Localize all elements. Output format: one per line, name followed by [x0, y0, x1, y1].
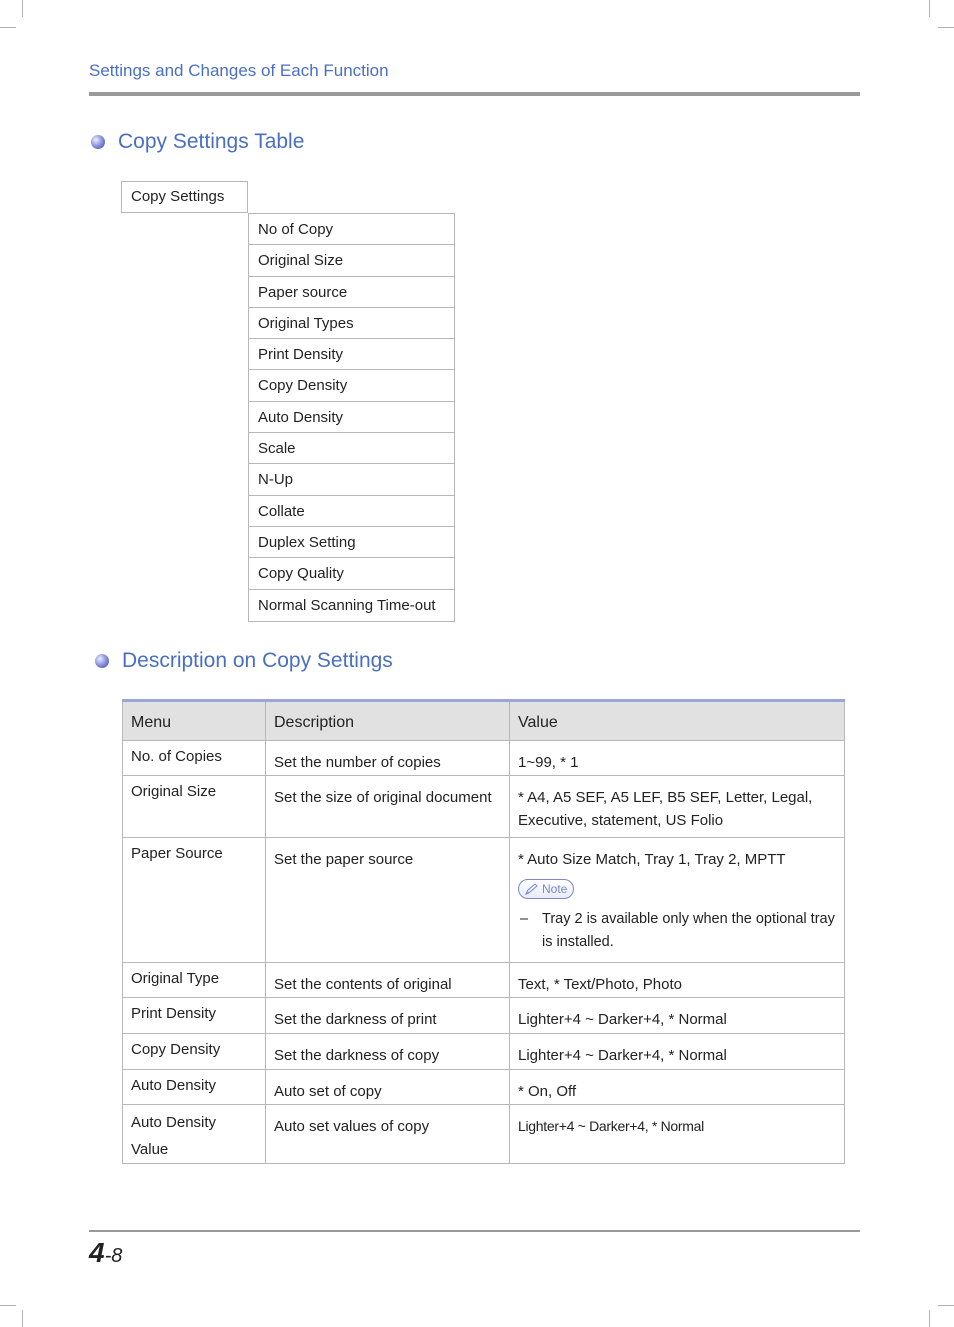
value-text: * A4, A5 SEF, A5 LEF, B5 SEF, Letter, Legal, Executive, statement, US Folio	[518, 789, 813, 829]
table-row	[123, 776, 845, 838]
cell-menu	[123, 1105, 266, 1164]
settings-tree-item: Normal Scanning Time-out	[258, 596, 436, 614]
column-header-description: Description	[266, 701, 510, 741]
cell-menu: Print Density	[123, 998, 266, 1034]
page-number	[89, 1237, 122, 1269]
table-row	[123, 1070, 845, 1105]
bullet-icon	[95, 654, 109, 668]
table-header-row	[123, 701, 845, 741]
menu-text: Auto Density Value	[131, 1114, 217, 1158]
description-text: Set the size of original document	[274, 789, 492, 806]
cell-value	[510, 1105, 845, 1164]
chapter-number: 4	[89, 1237, 105, 1268]
settings-tree-item: Copy Quality	[249, 558, 454, 589]
crop-mark	[938, 27, 954, 28]
value-text: Lighter+4 ~ Darker+4, * Normal	[518, 1118, 704, 1134]
description-text: Set the contents of original	[274, 976, 452, 993]
table-row	[123, 838, 845, 963]
cell-value	[510, 838, 845, 963]
note-dash: –	[520, 911, 529, 927]
section-heading-copy-settings-table	[91, 130, 304, 154]
cell-description	[266, 998, 510, 1034]
settings-tree-item: Collate	[249, 496, 454, 527]
pencil-icon	[525, 883, 539, 895]
value-text: * Auto Size Match, Tray 1, Tray 2, MPTT	[518, 851, 786, 868]
column-header-menu: Menu	[123, 701, 266, 741]
settings-tree-item: Scale	[249, 433, 454, 464]
cell-description	[266, 1034, 510, 1070]
crop-mark	[938, 1305, 954, 1306]
cell-menu: Original Type	[123, 963, 266, 998]
settings-tree-item: Copy Density	[249, 370, 454, 401]
footer-rule	[89, 1230, 860, 1232]
description-text: Set the number of copies	[274, 754, 441, 771]
value-text: Text, * Text/Photo, Photo	[518, 976, 682, 993]
table-row	[123, 1034, 845, 1070]
cell-description	[266, 1105, 510, 1164]
running-header: Settings and Changes of Each Function	[89, 61, 389, 80]
settings-tree-item: Original Types	[249, 308, 454, 339]
section-heading-description	[95, 649, 393, 673]
table-row	[123, 1105, 845, 1164]
description-text: Set the paper source	[274, 851, 414, 868]
cell-description	[266, 1070, 510, 1105]
cell-description	[266, 741, 510, 776]
cell-value	[510, 963, 845, 998]
note-label: Note	[542, 882, 568, 896]
cell-description	[266, 838, 510, 963]
description-table	[122, 699, 845, 1164]
section-title: Copy Settings Table	[118, 130, 305, 153]
settings-tree-item: Auto Density	[249, 402, 454, 433]
crop-mark	[0, 27, 16, 28]
description-text: Set the darkness of print	[274, 1011, 437, 1028]
settings-tree-item: No of Copy	[249, 214, 454, 245]
description-text: Set the darkness of copy	[274, 1047, 440, 1064]
note-item	[518, 908, 836, 958]
settings-tree-item: N-Up	[249, 464, 454, 495]
value-text: 1~99, * 1	[518, 754, 579, 771]
settings-tree-root: Copy Settings	[121, 181, 248, 213]
bullet-icon	[91, 135, 105, 149]
settings-tree-item: Paper source	[249, 277, 454, 308]
cell-menu: Copy Density	[123, 1034, 266, 1070]
crop-mark	[929, 1310, 930, 1327]
table-row	[123, 741, 845, 776]
cell-menu: Original Size	[123, 776, 266, 838]
settings-tree-item: Print Density	[249, 339, 454, 370]
section-title: Description on Copy Settings	[122, 649, 393, 672]
table-row	[123, 963, 845, 998]
header-rule	[89, 92, 860, 96]
cell-value	[510, 1034, 845, 1070]
crop-mark	[22, 1310, 23, 1327]
settings-tree-item: Original Size	[249, 245, 454, 276]
note-text: Tray 2 is available only when the optional tray is installed.	[542, 911, 835, 950]
crop-mark	[22, 0, 23, 17]
cell-description	[266, 776, 510, 838]
cell-value	[510, 741, 845, 776]
cell-menu: Paper Source	[123, 838, 266, 963]
crop-mark	[929, 0, 930, 17]
description-text: Auto set values of copy	[274, 1118, 430, 1135]
cell-value	[510, 998, 845, 1034]
settings-tree-item: Duplex Setting	[249, 527, 454, 558]
cell-menu: Auto Density	[123, 1070, 266, 1105]
settings-tree-list	[248, 213, 455, 622]
cell-description	[266, 963, 510, 998]
cell-value	[510, 1070, 845, 1105]
crop-mark	[0, 1305, 16, 1306]
value-text: Lighter+4 ~ Darker+4, * Normal	[518, 1011, 727, 1028]
column-header-value: Value	[510, 701, 845, 741]
value-text: Lighter+4 ~ Darker+4, * Normal	[518, 1047, 727, 1064]
table-row	[123, 998, 845, 1034]
page-suffix: -8	[104, 1245, 123, 1267]
cell-value	[510, 776, 845, 838]
value-text: * On, Off	[518, 1083, 577, 1100]
cell-menu: No. of Copies	[123, 741, 266, 776]
note-badge	[518, 879, 574, 899]
description-text: Auto set of copy	[274, 1083, 382, 1100]
